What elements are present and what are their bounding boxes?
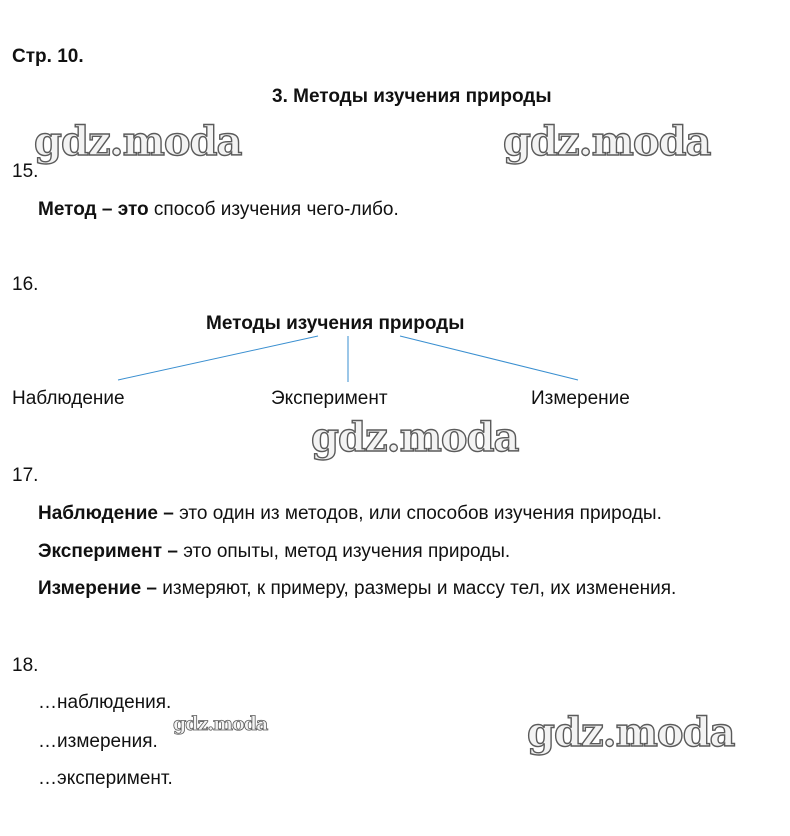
task-18-answer: …измерения.: [38, 731, 158, 752]
task-17-item: [38, 541, 510, 564]
watermark: gdz.moda: [503, 118, 711, 165]
term: Эксперимент –: [38, 541, 178, 562]
term: Наблюдение –: [38, 503, 174, 524]
watermark: gdz.moda: [34, 118, 242, 165]
diagram-branch-observation: Наблюдение: [12, 388, 125, 409]
page-label: Стр. 10.: [12, 46, 84, 67]
definition: это один из методов, или способов изучения природы.: [173, 503, 662, 524]
connector-line: [400, 336, 578, 380]
task-18-number: 18.: [12, 655, 39, 676]
definition: измеряют, к примеру, размеры и массу тел, их изменения.: [157, 578, 677, 599]
watermark: gdz.moda: [527, 709, 735, 756]
connector-line: [118, 336, 318, 380]
task-18-answer: …эксперимент.: [38, 768, 173, 789]
diagram-branch-measurement: Измерение: [531, 388, 630, 409]
task-17-item: [38, 503, 662, 526]
diagram-root: Методы изучения природы: [206, 313, 465, 334]
watermark: gdz.moda: [311, 414, 519, 461]
task-16-number: 16.: [12, 274, 39, 295]
diagram-branch-experiment: Эксперимент: [271, 388, 388, 409]
section-title: 3. Методы изучения природы: [272, 86, 552, 107]
task-18-answer: …наблюдения.: [38, 692, 172, 713]
watermark: gdz.moda: [173, 713, 268, 735]
task-17-item: [38, 578, 676, 601]
task-17-number: 17.: [12, 465, 39, 486]
definition: это опыты, метод изучения природы.: [177, 541, 511, 562]
term: Измерение –: [38, 578, 157, 599]
term: Метод – это: [38, 199, 149, 220]
definition: способ изучения чего-либо.: [148, 199, 399, 220]
task-15-number: 15.: [12, 161, 39, 182]
